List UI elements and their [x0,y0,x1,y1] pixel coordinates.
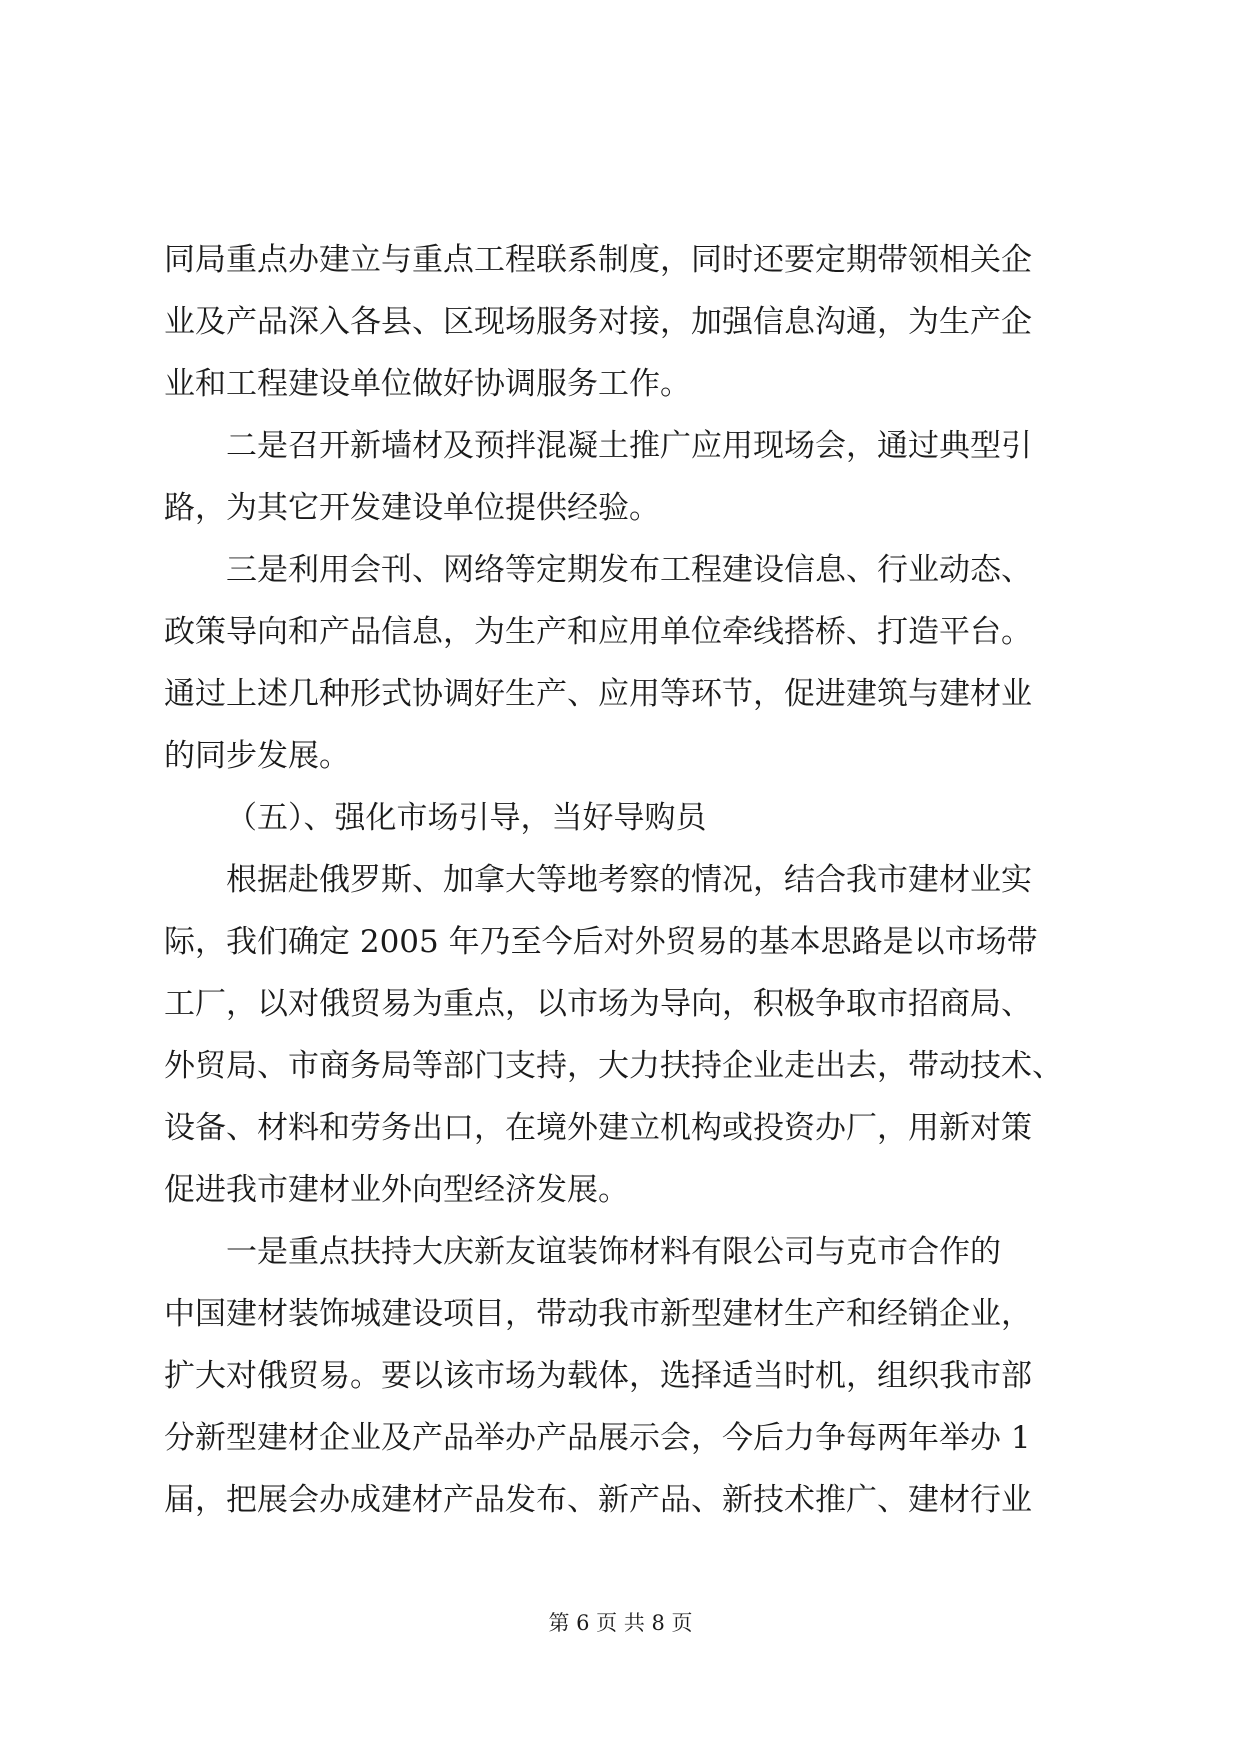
paragraph-line: 路，为其它开发建设单位提供经验。 [164,490,660,526]
paragraph-line: 际，我们确定 2005 年乃至今后对外贸易的基本思路是以市场带 [164,924,1038,960]
paragraph-line: 外贸局、市商务局等部门支持，大力扶持企业走出去，带动技术、 [164,1048,1063,1084]
paragraph-line: 的同步发展。 [164,738,350,774]
page-number-footer: 第 6 页 共 8 页 [548,1611,693,1635]
paragraph-line: 二是召开新墙材及预拌混凝土推广应用现场会，通过典型引 [226,428,1032,464]
paragraph-line: 扩大对俄贸易。要以该市场为载体，选择适当时机，组织我市部 [164,1358,1032,1394]
paragraph-line: 中国建材装饰城建设项目，带动我市新型建材生产和经销企业， [164,1296,1032,1332]
paragraph-line: 同局重点办建立与重点工程联系制度，同时还要定期带领相关企 [164,242,1032,278]
paragraph-line: 设备、材料和劳务出口，在境外建立机构或投资办厂，用新对策 [164,1110,1032,1146]
paragraph-line: 三是利用会刊、网络等定期发布工程建设信息、行业动态、 [226,552,1032,588]
paragraph-line: 根据赴俄罗斯、加拿大等地考察的情况，结合我市建材业实 [226,862,1032,898]
paragraph-line: 业及产品深入各县、区现场服务对接，加强信息沟通，为生产企 [164,304,1032,340]
section-heading: （五）、强化市场引导，当好导购员 [226,800,707,836]
paragraph-line: 分新型建材企业及产品举办产品展示会，今后力争每两年举办 1 [164,1420,1031,1456]
paragraph-line: 工厂，以对俄贸易为重点，以市场为导向，积极争取市招商局、 [164,986,1032,1022]
paragraph-line: 届，把展会办成建材产品发布、新产品、新技术推广、建材行业 [164,1482,1032,1518]
paragraph-line: 业和工程建设单位做好协调服务工作。 [164,366,691,402]
paragraph-line: 通过上述几种形式协调好生产、应用等环节，促进建筑与建材业 [164,676,1032,712]
paragraph-line: 政策导向和产品信息，为生产和应用单位牵线搭桥、打造平台。 [164,614,1032,650]
paragraph-line: 一是重点扶持大庆新友谊装饰材料有限公司与克市合作的 [226,1234,1001,1270]
paragraph-line: 促进我市建材业外向型经济发展。 [164,1172,629,1208]
